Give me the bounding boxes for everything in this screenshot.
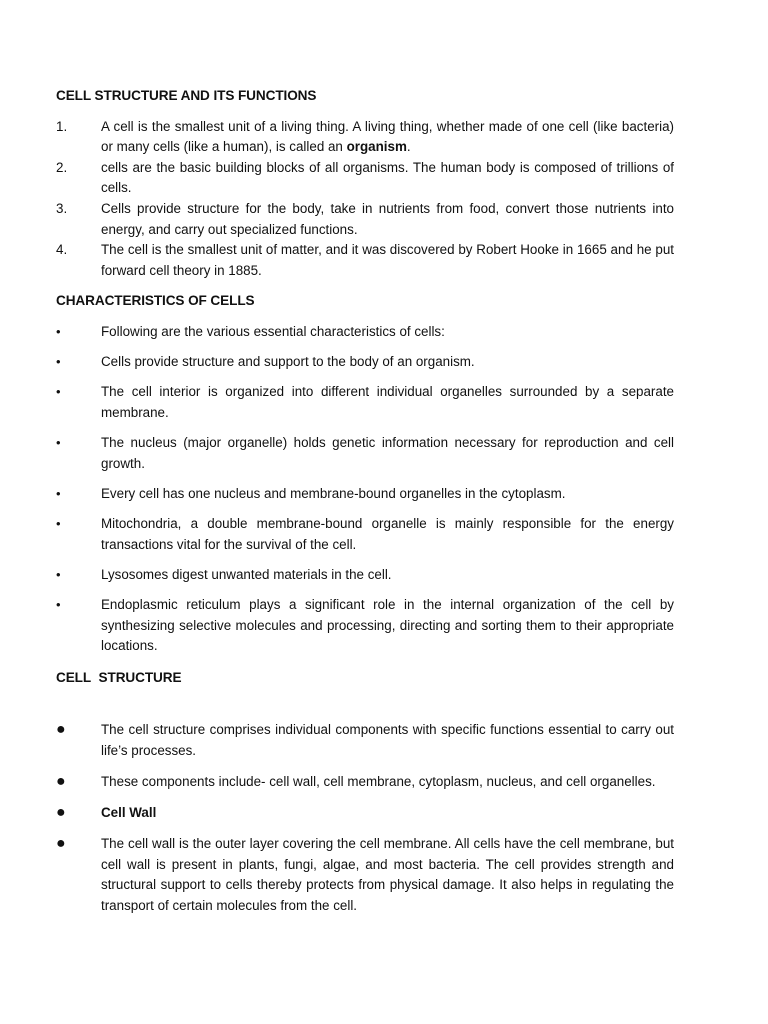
bullet-icon: ● — [56, 834, 66, 852]
bullet-list-item — [56, 803, 674, 824]
list-item-text: The cell structure comprises individual components with specific functions essential to carry out life’s processes. — [101, 722, 674, 758]
list-item-text: cells are the basic building blocks of all organisms. The human body is composed of trillions of cells. — [101, 159, 674, 196]
list-item-text: The cell interior is organized into different individual organelles surrounded by a separate membrane. — [101, 384, 674, 420]
numbered-list-item — [56, 240, 674, 281]
cell-structure-heading: CELL STRUCTURE — [56, 669, 182, 685]
bullet-icon: • — [56, 435, 61, 451]
bullet-list-item — [56, 772, 674, 793]
list-number: 2. — [56, 159, 68, 175]
list-item-text: Following are the various essential characteristics of cells: — [101, 323, 445, 339]
structure-list — [56, 720, 674, 916]
bullet-list-item — [56, 484, 674, 505]
list-item-text: The cell is the smallest unit of matter, and it was discovered by Robert Hooke in 1665 and he put forward cell theory in 1885. — [101, 242, 674, 278]
bullet-icon: • — [56, 516, 61, 532]
list-item-text: Cells provide structure for the body, take in nutrients from food, convert those nutrients into energy, and carry out specialized functions. — [101, 200, 674, 237]
numbered-list-item — [56, 158, 674, 199]
bullet-list-item — [56, 514, 674, 555]
cell-wall-subheading: Cell Wall — [101, 804, 157, 820]
bullet-list-item — [56, 834, 674, 916]
list-number: 3. — [56, 200, 68, 216]
bullet-icon: • — [56, 323, 61, 339]
list-item-text: The nucleus (major organelle) holds genetic information necessary for reproduction and cell growth. — [101, 435, 674, 471]
list-number: 4. — [56, 242, 68, 258]
bold-term: organism — [346, 139, 407, 155]
bullet-list-item — [56, 565, 674, 586]
characteristics-list — [56, 322, 674, 657]
bullet-icon: ● — [56, 803, 66, 821]
bullet-icon: • — [56, 566, 61, 582]
bullet-list-item — [56, 720, 674, 761]
list-number: 1. — [56, 118, 68, 134]
bullet-icon: • — [56, 485, 61, 501]
bullet-list-item — [56, 352, 674, 373]
bullet-icon: ● — [56, 772, 66, 790]
document-page — [56, 86, 674, 927]
list-item-text: Lysosomes digest unwanted materials in the cell. — [101, 566, 392, 582]
list-item-text: Mitochondria, a double membrane-bound organelle is mainly responsible for the energy transactions vital for the survival of the cell. — [101, 516, 674, 552]
list-item-text: A cell is the smallest unit of a living thing. A living thing, whether made of one cell (like bacteria) or many cells (like a human), is called an organism. — [101, 118, 674, 155]
bullet-list-item — [56, 595, 674, 657]
bullet-icon: • — [56, 597, 61, 613]
bullet-list-item — [56, 433, 674, 474]
list-item-text: Cells provide structure and support to the body of an organism. — [101, 354, 475, 370]
list-item-text: Endoplasmic reticulum plays a significant role in the internal organization of the cell by synthesizing selective molecules and processing, directing and sorting them to their appropriate locations. — [101, 597, 674, 654]
bullet-icon: • — [56, 384, 61, 400]
list-item-text: These components include- cell wall, cell membrane, cytoplasm, nucleus, and cell organelles. — [101, 773, 656, 789]
numbered-list-item — [56, 199, 674, 240]
bullet-list-item — [56, 382, 674, 423]
list-item-text: The cell wall is the outer layer covering the cell membrane. All cells have the cell membrane, but cell wall is present in plants, fungi, algae, and most bacteria. The cell provides strength and structural support to cells thereby protects from physical damage. It also helps in regulating the transport of certain molecules from the cell. — [101, 835, 674, 913]
bullet-list-item — [56, 322, 674, 343]
document-title: CELL STRUCTURE AND ITS FUNCTIONS — [56, 88, 317, 103]
characteristics-heading: CHARACTERISTICS OF CELLS — [56, 293, 255, 309]
list-item-text: Every cell has one nucleus and membrane-bound organelles in the cytoplasm. — [101, 485, 566, 501]
numbered-list-item — [56, 117, 674, 158]
bullet-icon: • — [56, 354, 61, 370]
bullet-icon: ● — [56, 721, 66, 739]
intro-numbered-list — [56, 117, 674, 282]
